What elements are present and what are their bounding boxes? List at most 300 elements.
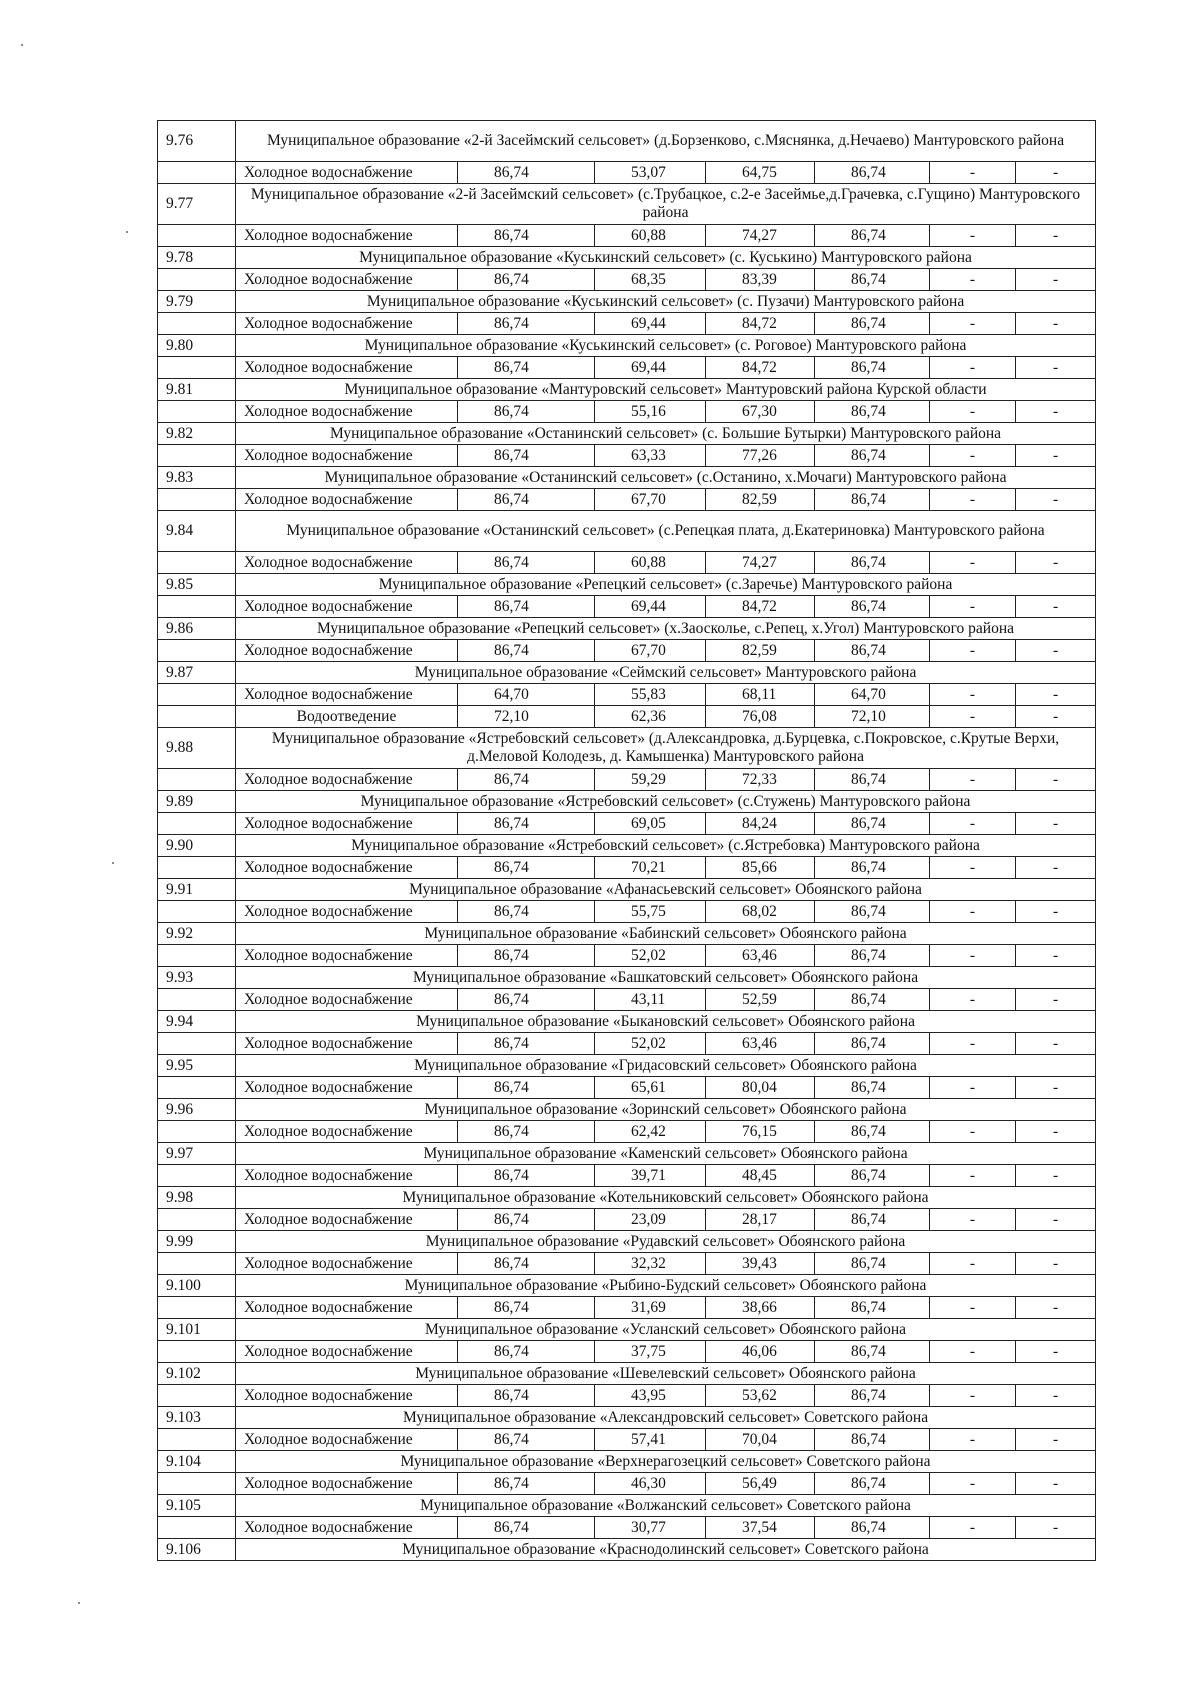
tariff-value: 53,07 (595, 162, 706, 184)
tariff-value: 72,10 (458, 706, 595, 728)
tariff-dash: - (930, 313, 1016, 335)
empty-cell (158, 706, 236, 728)
tariff-value: 86,74 (815, 989, 930, 1011)
tariff-value: 86,74 (815, 1209, 930, 1231)
service-row (158, 1341, 1096, 1363)
block-number: 9.104 (158, 1451, 236, 1473)
tariff-dash: - (1016, 552, 1096, 574)
tariff-value: 86,74 (815, 401, 930, 423)
municipality-title: Муниципальное образование «2-й Засеймский сельсовет» (с.Трубацкое, с.2-е Засеймье,д.Грачевка, с.Гущино) Мантуровского района (236, 184, 1096, 225)
service-row (158, 357, 1096, 379)
empty-cell (158, 640, 236, 662)
tariff-value: 57,41 (595, 1429, 706, 1451)
block-number: 9.79 (158, 291, 236, 313)
tariff-value: 80,04 (706, 1077, 815, 1099)
block-header-row (158, 335, 1096, 357)
service-name: Холодное водоснабжение (236, 1517, 458, 1539)
tariff-dash: - (1016, 1165, 1096, 1187)
tariff-dash: - (1016, 989, 1096, 1011)
tariff-value: 32,32 (595, 1253, 706, 1275)
tariff-table (157, 120, 1096, 1561)
service-row (158, 1077, 1096, 1099)
tariff-dash: - (930, 1209, 1016, 1231)
service-name: Холодное водоснабжение (236, 1209, 458, 1231)
block-number: 9.86 (158, 618, 236, 640)
service-name: Холодное водоснабжение (236, 162, 458, 184)
service-name: Холодное водоснабжение (236, 357, 458, 379)
tariff-dash: - (930, 989, 1016, 1011)
tariff-dash: - (1016, 401, 1096, 423)
service-name: Холодное водоснабжение (236, 225, 458, 247)
tariff-value: 86,74 (458, 552, 595, 574)
tariff-value: 65,61 (595, 1077, 706, 1099)
tariff-value: 86,74 (815, 1253, 930, 1275)
tariff-value: 86,74 (815, 1385, 930, 1407)
municipality-title: Муниципальное образование «Бабинский сельсовет» Обоянского района (236, 923, 1096, 945)
tariff-dash: - (1016, 706, 1096, 728)
tariff-value: 86,74 (458, 1165, 595, 1187)
tariff-value: 38,66 (706, 1297, 815, 1319)
block-header-row (158, 1011, 1096, 1033)
tariff-value: 86,74 (458, 1077, 595, 1099)
tariff-value: 68,11 (706, 684, 815, 706)
tariff-dash: - (930, 269, 1016, 291)
tariff-value: 67,70 (595, 489, 706, 511)
empty-cell (158, 1209, 236, 1231)
municipality-title: Муниципальное образование «Куськинский сельсовет» (с. Пузачи) Мантуровского района (236, 291, 1096, 313)
municipality-title: Муниципальное образование «Каменский сельсовет» Обоянского района (236, 1143, 1096, 1165)
empty-cell (158, 1517, 236, 1539)
block-number: 9.83 (158, 467, 236, 489)
tariff-value: 86,74 (815, 445, 930, 467)
municipality-title: Муниципальное образование «Рыбино-Будский сельсовет» Обоянского района (236, 1275, 1096, 1297)
block-number: 9.76 (158, 121, 236, 162)
tariff-value: 70,21 (595, 857, 706, 879)
empty-cell (158, 1429, 236, 1451)
tariff-dash: - (1016, 1077, 1096, 1099)
tariff-dash: - (1016, 945, 1096, 967)
empty-cell (158, 357, 236, 379)
block-number: 9.77 (158, 184, 236, 225)
block-header-row (158, 1143, 1096, 1165)
empty-cell (158, 269, 236, 291)
block-number: 9.88 (158, 728, 236, 769)
tariff-value: 68,35 (595, 269, 706, 291)
scan-speck (21, 44, 23, 46)
service-row (158, 1473, 1096, 1495)
tariff-value: 46,30 (595, 1473, 706, 1495)
block-header-row (158, 1231, 1096, 1253)
tariff-value: 69,44 (595, 357, 706, 379)
block-header-row (158, 728, 1096, 769)
tariff-value: 72,33 (706, 769, 815, 791)
tariff-value: 48,45 (706, 1165, 815, 1187)
municipality-title: Муниципальное образование «Котельниковский сельсовет» Обоянского района (236, 1187, 1096, 1209)
tariff-dash: - (1016, 1429, 1096, 1451)
empty-cell (158, 1121, 236, 1143)
tariff-value: 63,46 (706, 945, 815, 967)
tariff-value: 86,74 (815, 596, 930, 618)
tariff-dash: - (1016, 1517, 1096, 1539)
block-header-row (158, 1451, 1096, 1473)
service-name: Холодное водоснабжение (236, 1429, 458, 1451)
tariff-dash: - (930, 596, 1016, 618)
tariff-value: 86,74 (458, 1253, 595, 1275)
service-name: Холодное водоснабжение (236, 596, 458, 618)
tariff-dash: - (930, 1165, 1016, 1187)
service-row (158, 489, 1096, 511)
municipality-title: Муниципальное образование «Гридасовский сельсовет» Обоянского района (236, 1055, 1096, 1077)
block-header-row (158, 1275, 1096, 1297)
tariff-value: 86,74 (815, 269, 930, 291)
service-row (158, 401, 1096, 423)
tariff-dash: - (1016, 1473, 1096, 1495)
tariff-value: 86,74 (458, 857, 595, 879)
municipality-title: Муниципальное образование «Куськинский сельсовет» (с. Роговое) Мантуровского района (236, 335, 1096, 357)
tariff-dash: - (930, 1033, 1016, 1055)
block-header-row (158, 662, 1096, 684)
tariff-value: 59,29 (595, 769, 706, 791)
tariff-dash: - (930, 901, 1016, 923)
service-row (158, 596, 1096, 618)
tariff-dash: - (1016, 225, 1096, 247)
tariff-value: 86,74 (815, 225, 930, 247)
service-row (158, 1165, 1096, 1187)
municipality-title: Муниципальное образование «Верхнерагозецкий сельсовет» Советского района (236, 1451, 1096, 1473)
empty-cell (158, 945, 236, 967)
tariff-dash: - (1016, 857, 1096, 879)
tariff-value: 86,74 (815, 1165, 930, 1187)
service-name: Холодное водоснабжение (236, 401, 458, 423)
tariff-value: 86,74 (815, 857, 930, 879)
block-number: 9.85 (158, 574, 236, 596)
block-header-row (158, 835, 1096, 857)
municipality-title: Муниципальное образование «Репецкий сельсовет» (х.Заосколье, с.Репец, х.Угол) Мантуровского района (236, 618, 1096, 640)
municipality-title: Муниципальное образование «Волжанский сельсовет» Советского района (236, 1495, 1096, 1517)
service-row (158, 1209, 1096, 1231)
tariff-dash: - (1016, 1253, 1096, 1275)
empty-cell (158, 552, 236, 574)
tariff-dash: - (1016, 357, 1096, 379)
tariff-value: 86,74 (458, 989, 595, 1011)
scan-speck (112, 862, 114, 864)
municipality-title: Муниципальное образование «Афанасьевский сельсовет» Обоянского района (236, 879, 1096, 901)
service-row (158, 445, 1096, 467)
block-header-row (158, 121, 1096, 162)
service-name: Холодное водоснабжение (236, 989, 458, 1011)
tariff-value: 62,36 (595, 706, 706, 728)
scan-speck (126, 231, 128, 233)
empty-cell (158, 162, 236, 184)
tariff-value: 82,59 (706, 489, 815, 511)
block-header-row (158, 791, 1096, 813)
tariff-value: 60,88 (595, 552, 706, 574)
block-number: 9.92 (158, 923, 236, 945)
service-name: Холодное водоснабжение (236, 1297, 458, 1319)
service-name: Холодное водоснабжение (236, 489, 458, 511)
tariff-value: 68,02 (706, 901, 815, 923)
service-name: Холодное водоснабжение (236, 945, 458, 967)
service-row (158, 162, 1096, 184)
empty-cell (158, 1385, 236, 1407)
service-name: Холодное водоснабжение (236, 684, 458, 706)
block-number: 9.98 (158, 1187, 236, 1209)
tariff-value: 86,74 (458, 401, 595, 423)
block-header-row (158, 379, 1096, 401)
block-number: 9.84 (158, 511, 236, 552)
service-row (158, 813, 1096, 835)
tariff-value: 86,74 (815, 489, 930, 511)
tariff-dash: - (930, 684, 1016, 706)
service-name: Холодное водоснабжение (236, 640, 458, 662)
tariff-value: 85,66 (706, 857, 815, 879)
tariff-dash: - (1016, 269, 1096, 291)
tariff-value: 56,49 (706, 1473, 815, 1495)
block-header-row (158, 1055, 1096, 1077)
tariff-dash: - (930, 1341, 1016, 1363)
service-row (158, 945, 1096, 967)
tariff-value: 86,74 (458, 1385, 595, 1407)
empty-cell (158, 445, 236, 467)
block-header-row (158, 618, 1096, 640)
empty-cell (158, 401, 236, 423)
municipality-title: Муниципальное образование «Быкановский сельсовет» Обоянского района (236, 1011, 1096, 1033)
tariff-value: 86,74 (458, 489, 595, 511)
municipality-title: Муниципальное образование «Мантуровский сельсовет» Мантуровский района Курской области (236, 379, 1096, 401)
empty-cell (158, 1253, 236, 1275)
tariff-value: 86,74 (458, 1341, 595, 1363)
tariff-value: 64,70 (458, 684, 595, 706)
tariff-value: 86,74 (458, 596, 595, 618)
tariff-value: 64,70 (815, 684, 930, 706)
tariff-value: 69,44 (595, 313, 706, 335)
tariff-value: 86,74 (458, 769, 595, 791)
tariff-value: 69,05 (595, 813, 706, 835)
tariff-value: 86,74 (458, 640, 595, 662)
tariff-value: 84,72 (706, 357, 815, 379)
tariff-value: 84,72 (706, 313, 815, 335)
block-header-row (158, 1187, 1096, 1209)
tariff-value: 86,74 (815, 1341, 930, 1363)
tariff-value: 86,74 (458, 1473, 595, 1495)
tariff-value: 86,74 (458, 357, 595, 379)
municipality-title: Муниципальное образование «Александровский сельсовет» Советского района (236, 1407, 1096, 1429)
tariff-value: 52,02 (595, 945, 706, 967)
municipality-title: Муниципальное образование «Ястребовский сельсовет» (с.Стужень) Мантуровского района (236, 791, 1096, 813)
tariff-dash: - (1016, 1385, 1096, 1407)
tariff-dash: - (930, 945, 1016, 967)
service-row (158, 269, 1096, 291)
tariff-value: 86,74 (815, 1297, 930, 1319)
block-number: 9.78 (158, 247, 236, 269)
tariff-value: 86,74 (458, 269, 595, 291)
tariff-value: 63,33 (595, 445, 706, 467)
tariff-value: 62,42 (595, 1121, 706, 1143)
service-name: Холодное водоснабжение (236, 769, 458, 791)
service-row (158, 1121, 1096, 1143)
service-row (158, 769, 1096, 791)
tariff-dash: - (930, 552, 1016, 574)
block-header-row (158, 1319, 1096, 1341)
block-number: 9.94 (158, 1011, 236, 1033)
tariff-value: 86,74 (458, 901, 595, 923)
municipality-title: Муниципальное образование «Репецкий сельсовет» (с.Заречье) Мантуровского района (236, 574, 1096, 596)
service-name: Холодное водоснабжение (236, 1253, 458, 1275)
tariff-value: 52,59 (706, 989, 815, 1011)
tariff-dash: - (1016, 769, 1096, 791)
tariff-value: 39,43 (706, 1253, 815, 1275)
tariff-value: 86,74 (458, 1517, 595, 1539)
municipality-title: Муниципальное образование «Сеймский сельсовет» Мантуровского района (236, 662, 1096, 684)
service-row (158, 989, 1096, 1011)
block-number: 9.82 (158, 423, 236, 445)
tariff-value: 86,74 (815, 640, 930, 662)
tariff-value: 86,74 (815, 1121, 930, 1143)
tariff-dash: - (1016, 1209, 1096, 1231)
service-row (158, 552, 1096, 574)
service-row (158, 225, 1096, 247)
service-name: Холодное водоснабжение (236, 1121, 458, 1143)
tariff-value: 86,74 (815, 1033, 930, 1055)
tariff-value: 74,27 (706, 225, 815, 247)
block-header-row (158, 423, 1096, 445)
service-row (158, 1517, 1096, 1539)
service-name: Холодное водоснабжение (236, 1341, 458, 1363)
tariff-dash: - (930, 813, 1016, 835)
block-header-row (158, 879, 1096, 901)
municipality-title: Муниципальное образование «Останинский сельсовет» (с.Репецкая плата, д.Екатериновка) Мантуровского района (236, 511, 1096, 552)
block-number: 9.97 (158, 1143, 236, 1165)
tariff-value: 39,71 (595, 1165, 706, 1187)
tariff-value: 86,74 (458, 1121, 595, 1143)
tariff-dash: - (930, 1253, 1016, 1275)
tariff-value: 69,44 (595, 596, 706, 618)
empty-cell (158, 1033, 236, 1055)
empty-cell (158, 989, 236, 1011)
municipality-title: Муниципальное образование «Ястребовский сельсовет» (д.Александровка, д.Бурцевка, с.Покровское, с.Крутые Верхи, д.Меловой Колодезь, д. Камышенка) Мантуровского района (236, 728, 1096, 769)
tariff-value: 76,08 (706, 706, 815, 728)
municipality-title: Муниципальное образование «Рудавский сельсовет» Обоянского района (236, 1231, 1096, 1253)
service-name: Водоотведение (236, 706, 458, 728)
tariff-value: 60,88 (595, 225, 706, 247)
tariff-dash: - (930, 1517, 1016, 1539)
municipality-title: Муниципальное образование «2-й Засеймский сельсовет» (д.Борзенково, с.Мяснянка, д.Нечаево) Мантуровского района (236, 121, 1096, 162)
block-number: 9.87 (158, 662, 236, 684)
tariff-value: 52,02 (595, 1033, 706, 1055)
empty-cell (158, 313, 236, 335)
tariff-value: 86,74 (815, 1517, 930, 1539)
tariff-dash: - (1016, 1121, 1096, 1143)
tariff-dash: - (1016, 901, 1096, 923)
empty-cell (158, 489, 236, 511)
empty-cell (158, 596, 236, 618)
tariff-value: 86,74 (815, 769, 930, 791)
tariff-value: 86,74 (458, 1033, 595, 1055)
service-name: Холодное водоснабжение (236, 1033, 458, 1055)
service-name: Холодное водоснабжение (236, 813, 458, 835)
service-row (158, 901, 1096, 923)
tariff-value: 30,77 (595, 1517, 706, 1539)
municipality-title: Муниципальное образование «Куськинский сельсовет» (с. Куськино) Мантуровского района (236, 247, 1096, 269)
block-number: 9.101 (158, 1319, 236, 1341)
service-name: Холодное водоснабжение (236, 901, 458, 923)
tariff-value: 86,74 (458, 225, 595, 247)
service-row (158, 684, 1096, 706)
service-name: Холодное водоснабжение (236, 313, 458, 335)
block-number: 9.106 (158, 1539, 236, 1561)
tariff-value: 86,74 (815, 901, 930, 923)
service-row (158, 1429, 1096, 1451)
scan-speck (78, 1602, 80, 1604)
block-number: 9.93 (158, 967, 236, 989)
municipality-title: Муниципальное образование «Останинский сельсовет» (с.Останино, х.Мочаги) Мантуровского района (236, 467, 1096, 489)
tariff-dash: - (1016, 813, 1096, 835)
service-row (158, 313, 1096, 335)
empty-cell (158, 1077, 236, 1099)
tariff-value: 74,27 (706, 552, 815, 574)
block-number: 9.105 (158, 1495, 236, 1517)
block-header-row (158, 1099, 1096, 1121)
tariff-value: 86,74 (458, 1297, 595, 1319)
block-header-row (158, 1363, 1096, 1385)
tariff-dash: - (1016, 1033, 1096, 1055)
block-number: 9.99 (158, 1231, 236, 1253)
tariff-value: 86,74 (458, 445, 595, 467)
tariff-value: 86,74 (815, 813, 930, 835)
tariff-value: 37,75 (595, 1341, 706, 1363)
block-number: 9.100 (158, 1275, 236, 1297)
block-header-row (158, 184, 1096, 225)
tariff-dash: - (930, 401, 1016, 423)
block-header-row (158, 574, 1096, 596)
block-header-row (158, 1495, 1096, 1517)
tariff-value: 43,95 (595, 1385, 706, 1407)
tariff-value: 82,59 (706, 640, 815, 662)
tariff-value: 46,06 (706, 1341, 815, 1363)
tariff-dash: - (1016, 1297, 1096, 1319)
tariff-dash: - (1016, 313, 1096, 335)
service-row (158, 1297, 1096, 1319)
tariff-dash: - (930, 706, 1016, 728)
service-name: Холодное водоснабжение (236, 445, 458, 467)
tariff-value: 86,74 (458, 1209, 595, 1231)
tariff-value: 86,74 (815, 313, 930, 335)
tariff-dash: - (1016, 445, 1096, 467)
service-name: Холодное водоснабжение (236, 552, 458, 574)
block-number: 9.81 (158, 379, 236, 401)
tariff-value: 55,75 (595, 901, 706, 923)
block-number: 9.80 (158, 335, 236, 357)
block-number: 9.95 (158, 1055, 236, 1077)
tariff-dash: - (930, 1385, 1016, 1407)
tariff-value: 23,09 (595, 1209, 706, 1231)
tariff-value: 84,72 (706, 596, 815, 618)
block-number: 9.96 (158, 1099, 236, 1121)
empty-cell (158, 813, 236, 835)
tariff-dash: - (1016, 596, 1096, 618)
tariff-value: 86,74 (815, 1429, 930, 1451)
empty-cell (158, 901, 236, 923)
tariff-dash: - (930, 1077, 1016, 1099)
block-number: 9.103 (158, 1407, 236, 1429)
block-number: 9.102 (158, 1363, 236, 1385)
tariff-value: 86,74 (458, 945, 595, 967)
block-header-row (158, 1407, 1096, 1429)
tariff-value: 86,74 (815, 552, 930, 574)
tariff-dash: - (930, 1473, 1016, 1495)
tariff-value: 86,74 (815, 1473, 930, 1495)
tariff-dash: - (1016, 489, 1096, 511)
